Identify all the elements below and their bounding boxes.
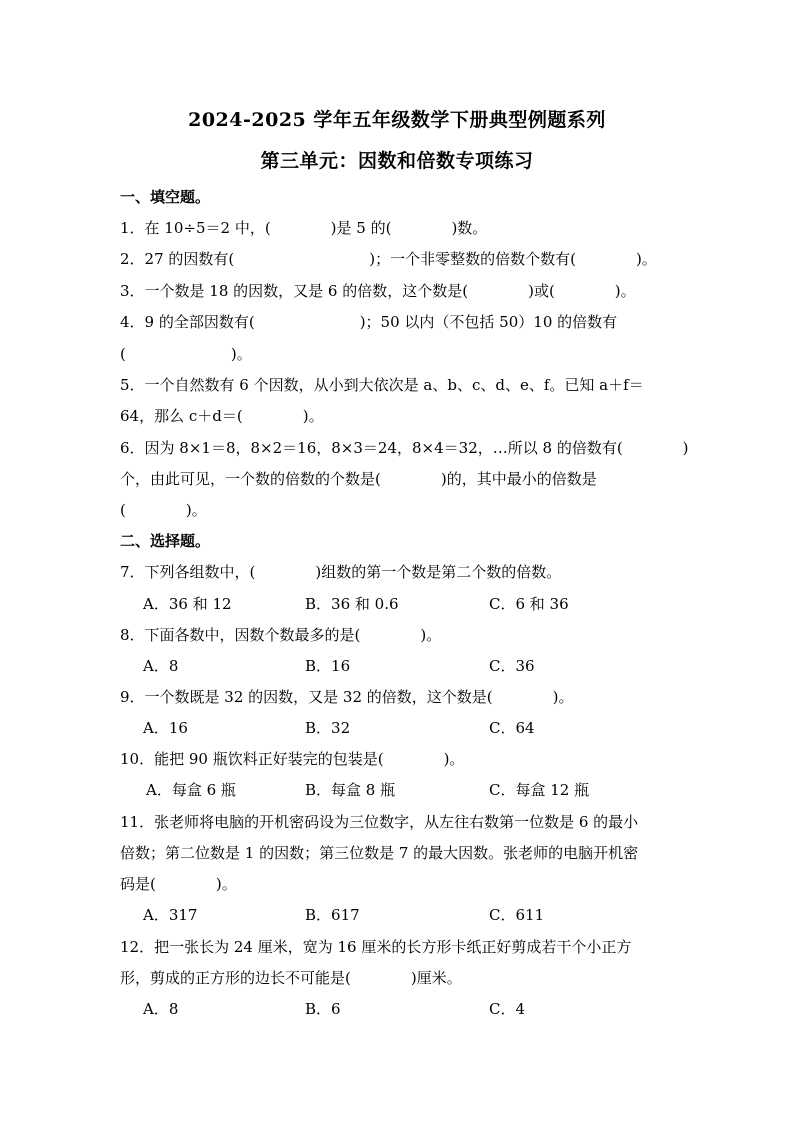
option-b: B．6 xyxy=(305,1000,341,1018)
question-line: 1．在 10÷5＝2 中，( )是 5 的( )数。 xyxy=(120,219,488,237)
option-c: C．4 xyxy=(489,1000,526,1018)
question-line: 形，剪成的正方形的边长不可能是( )厘米。 xyxy=(120,969,462,987)
option-a: A．每盒 6 瓶 xyxy=(146,781,236,799)
question-line: 10．能把 90 瓶饮料正好装完的包装是( )。 xyxy=(120,750,465,768)
question-line: 6．因为 8×1＝8，8×2＝16，8×3＝24，8×4＝32，…所以 8 的倍数有( ) xyxy=(120,439,689,457)
question-line: 9．一个数既是 32 的因数，又是 32 的倍数，这个数是( )。 xyxy=(120,688,574,706)
option-c: C．36 xyxy=(489,657,535,675)
document-title: 2024-2025 学年五年级数学下册典型例题系列 xyxy=(188,109,606,131)
section-heading-choice: 二、选择题。 xyxy=(120,532,211,550)
option-b: B．每盒 8 瓶 xyxy=(305,781,396,799)
option-b: B．16 xyxy=(305,657,351,675)
question-line: 8．下面各数中，因数个数最多的是( )。 xyxy=(120,626,442,644)
question-line: ( )。 xyxy=(120,501,207,519)
option-c: C．64 xyxy=(489,719,535,737)
question-line: 7．下列各组数中，( )组数的第一个数是第二个数的倍数。 xyxy=(120,563,562,581)
option-c: C．6 和 36 xyxy=(489,595,569,613)
option-a: A．8 xyxy=(143,1000,179,1018)
option-b: B．617 xyxy=(305,906,360,924)
option-a: A．36 和 12 xyxy=(143,595,232,613)
question-line: 个，由此可见，一个数的倍数的个数是( )的，其中最小的倍数是 xyxy=(120,470,597,488)
option-c: C．611 xyxy=(489,906,545,924)
option-b: B．32 xyxy=(305,719,351,737)
question-line: 4．9 的全部因数有( )；50 以内（不包括 50）10 的倍数有 xyxy=(120,313,618,331)
question-line: 5．一个自然数有 6 个因数，从小到大依次是 a、b、c、d、e、f。已知 a＋f＝ xyxy=(120,376,644,394)
option-a: A．16 xyxy=(143,719,188,737)
question-line: ( )。 xyxy=(120,345,252,363)
option-a: A．8 xyxy=(143,657,179,675)
section-heading-fill: 一、填空题。 xyxy=(120,188,211,206)
option-b: B．36 和 0.6 xyxy=(305,595,399,613)
question-line: 12．把一张长为 24 厘米，宽为 16 厘米的长方形卡纸正好剪成若干个小正方 xyxy=(120,938,632,956)
question-line: 码是( )。 xyxy=(120,875,237,893)
question-line: 11．张老师将电脑的开机密码设为三位数字，从左往右数第一位数是 6 的最小 xyxy=(120,813,639,831)
question-line: 倍数；第二位数是 1 的因数；第三位数是 7 的最大因数。张老师的电脑开机密 xyxy=(120,844,639,862)
question-line: 3．一个数是 18 的因数，又是 6 的倍数，这个数是( )或( )。 xyxy=(120,282,636,300)
question-line: 64，那么 c＋d＝( )。 xyxy=(120,407,324,425)
question-line: 2．27 的因数有( )；一个非零整数的倍数个数有( )。 xyxy=(120,250,657,268)
option-c: C．每盒 12 瓶 xyxy=(489,781,590,799)
option-a: A．317 xyxy=(143,906,198,924)
document-subtitle: 第三单元：因数和倍数专项练习 xyxy=(260,150,534,172)
